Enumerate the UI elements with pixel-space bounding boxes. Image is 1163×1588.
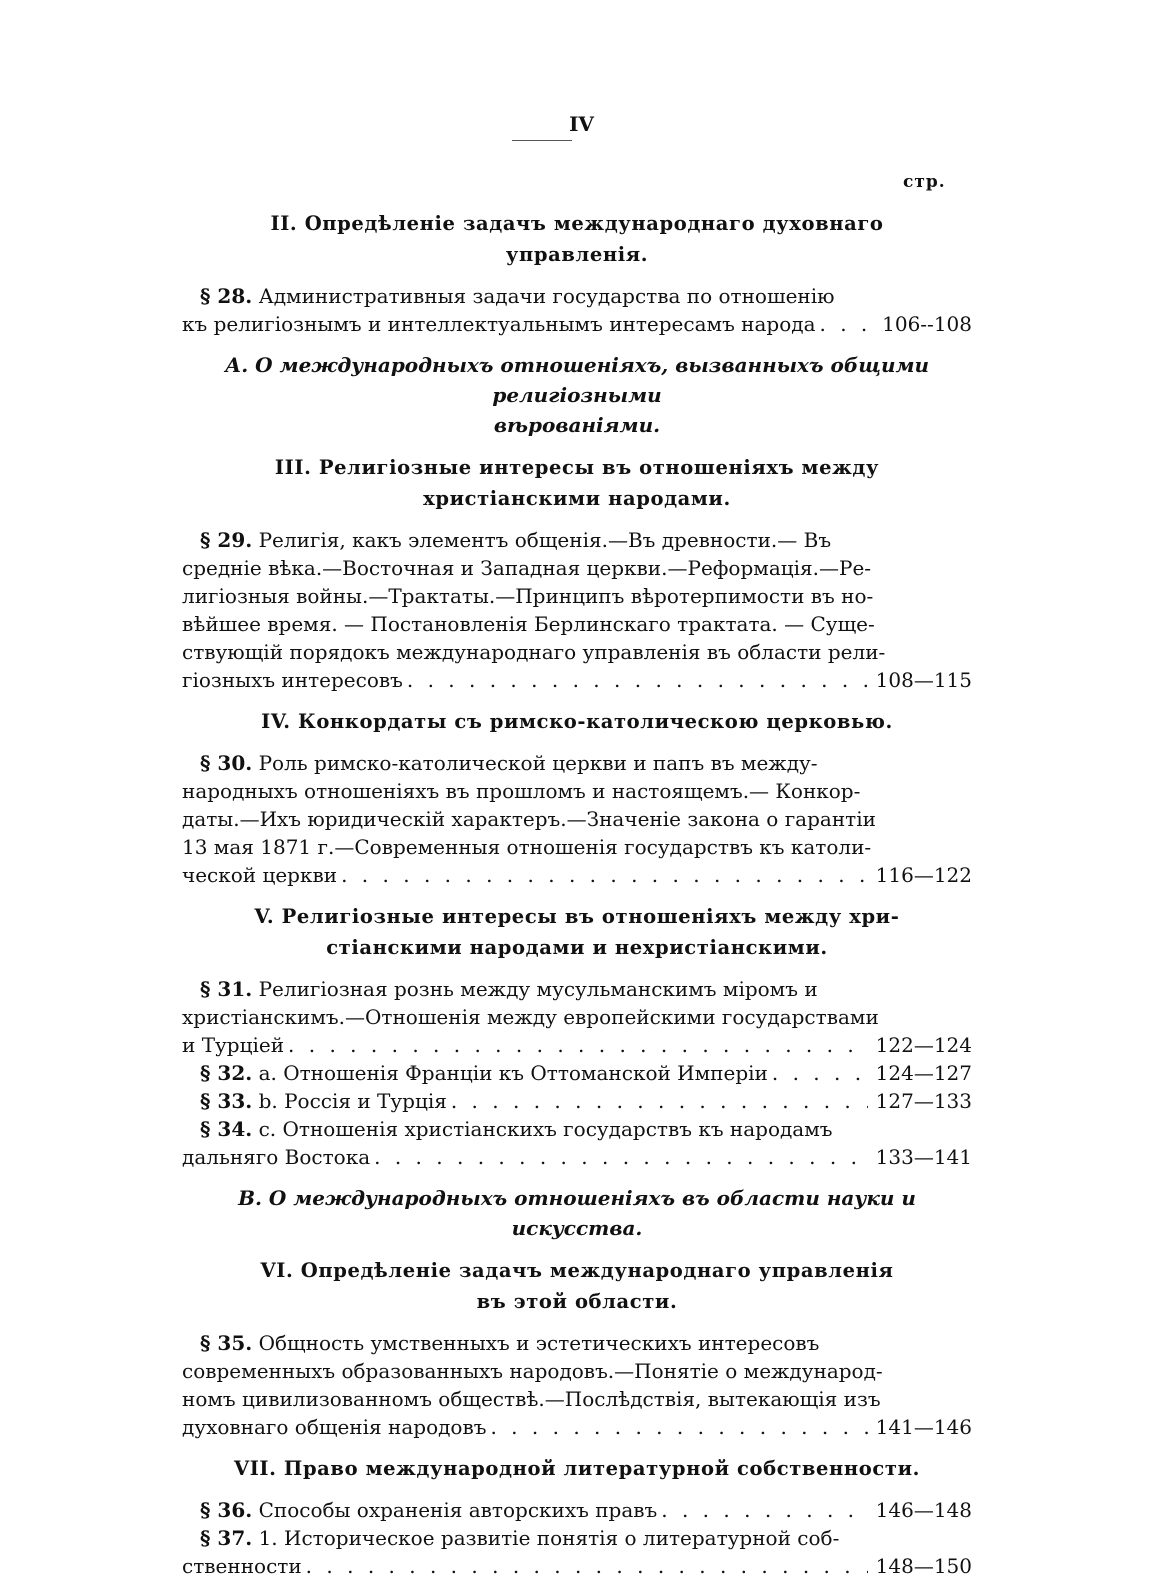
entry-text: ствующій порядокъ международнаго управленія въ области рели- <box>182 640 886 664</box>
entry-leader-line <box>182 666 972 694</box>
section-heading <box>182 706 972 737</box>
entry-line <box>182 638 972 666</box>
section-number: § 30. <box>200 751 253 775</box>
entry-line <box>182 833 972 861</box>
toc-entry <box>182 749 972 889</box>
entry-line <box>182 554 972 582</box>
heading-line: V. Религіозные интересы въ отношеніяхъ между хри- <box>254 905 900 928</box>
toc-entry <box>182 1115 972 1171</box>
entry-line <box>182 526 972 554</box>
section-subtitle <box>182 1183 972 1243</box>
heading-line: III. Религіозные интересы въ отношеніяхъ между <box>274 456 880 479</box>
entry-last-line <box>182 1031 284 1059</box>
heading-line: въ этой области. <box>476 1290 678 1313</box>
entry-last-line <box>182 1143 370 1171</box>
entry-text: номъ цивилизованномъ обществѣ.—Послѣдствія, вытекающія изъ <box>182 1387 881 1411</box>
heading-line: IV. Конкордаты съ римско-католическою церковью. <box>261 710 893 733</box>
entry-text: лигіозныя войны.—Трактаты.—Принципъ вѣротерпимости въ но- <box>182 584 874 608</box>
entry-line <box>182 975 972 1003</box>
entry-text: а. Отношенія Франціи къ Оттоманской Имперіи <box>258 1061 768 1085</box>
page-range: 133—141 <box>875 1145 972 1169</box>
entry-last-line <box>182 310 816 338</box>
dot-leader <box>661 1496 868 1524</box>
entry-leader-line <box>182 1031 972 1059</box>
heading-line: VI. Опредѣленіе задачъ международнаго управленія <box>260 1259 894 1282</box>
entry-leader-line <box>182 1552 972 1580</box>
entry-line <box>182 582 972 610</box>
entry-text: b. Россія и Турція <box>258 1089 447 1113</box>
heading-line: II. Опредѣленіе задачъ международнаго духовнаго <box>270 212 884 235</box>
entry-leader-line <box>182 1496 972 1524</box>
entry-text: ственности <box>182 1554 302 1578</box>
entry-line <box>182 282 972 310</box>
section-number: § 37. <box>200 1526 253 1550</box>
page-number: IV <box>569 112 594 136</box>
toc-entry <box>182 1496 972 1524</box>
entry-line <box>182 610 972 638</box>
entry-text: средніе вѣка.—Восточная и Западная церкви.—Реформація.—Ре- <box>182 556 872 580</box>
entry-leader-line <box>182 310 972 338</box>
entry-text: ческой церкви <box>182 863 338 887</box>
heading-line: вѣрованіями. <box>493 413 661 437</box>
page-range: 141—146 <box>875 1415 972 1439</box>
entry-last-line <box>182 1552 302 1580</box>
heading-line: христіанскими народами. <box>423 487 731 510</box>
page-range: 146—148 <box>875 1498 972 1522</box>
page-range: 108—115 <box>875 668 972 692</box>
section-subtitle <box>182 350 972 440</box>
page-range: 124—127 <box>875 1061 972 1085</box>
entry-text: вѣйшее время. — Постановленія Берлинскаго трактата. — Суще- <box>182 612 875 636</box>
entry-text: Роль римско-католической церкви и папъ въ между- <box>258 751 818 775</box>
entry-leader-line <box>182 861 972 889</box>
entry-text: 13 мая 1871 г.—Современныя отношенія государствъ къ католи- <box>182 835 872 859</box>
entry-line <box>182 1385 972 1413</box>
toc-entry <box>182 975 972 1059</box>
page-column-label: стр. <box>903 172 946 192</box>
toc-entry <box>182 1059 972 1087</box>
entry-leader-line <box>182 1087 972 1115</box>
section-heading <box>182 901 972 963</box>
page-range: 116—122 <box>875 863 972 887</box>
dot-leader <box>374 1143 868 1171</box>
entry-line <box>182 1115 972 1143</box>
entry-leader-line <box>182 1059 972 1087</box>
entry-text: Способы охраненія авторскихъ правъ <box>258 1498 658 1522</box>
entry-text: 1. Историческое развитіе понятія о литературной соб- <box>258 1526 840 1550</box>
entry-text: гіозныхъ интересовъ <box>182 668 403 692</box>
dot-leader <box>341 861 868 889</box>
toc-entry <box>182 1329 972 1441</box>
section-number: § 35. <box>200 1331 253 1355</box>
section-heading <box>182 208 972 270</box>
dot-leader <box>288 1031 868 1059</box>
entry-text: дальняго Востока <box>182 1145 371 1169</box>
entry-last-line <box>182 1413 486 1441</box>
entry-text: Административныя задачи государства по отношенію <box>258 284 835 308</box>
dot-leader <box>820 310 869 338</box>
table-of-contents <box>182 196 972 1580</box>
entry-last-line <box>200 1087 447 1115</box>
entry-line <box>182 1357 972 1385</box>
heading-line: управленія. <box>505 243 649 266</box>
entry-line <box>182 1329 972 1357</box>
section-heading <box>182 1453 972 1484</box>
section-number: § 32. <box>200 1061 253 1085</box>
section-number: § 36. <box>200 1498 253 1522</box>
entry-text: и Турціей <box>182 1033 285 1057</box>
toc-entry <box>182 1524 972 1580</box>
entry-leader-line <box>182 1413 972 1441</box>
page-range: 106--108 <box>882 312 972 336</box>
entry-line <box>182 1003 972 1031</box>
entry-line <box>182 777 972 805</box>
dot-leader <box>451 1087 868 1115</box>
heading-line: В. О международныхъ отношеніяхъ въ области науки и искусства. <box>238 1186 916 1240</box>
toc-entry <box>182 282 972 338</box>
entry-line <box>182 749 972 777</box>
section-heading <box>182 452 972 514</box>
toc-entry <box>182 526 972 694</box>
section-number: § 29. <box>200 528 253 552</box>
toc-entry <box>182 1087 972 1115</box>
entry-text: народныхъ отношеніяхъ въ прошломъ и настоящемъ.— Конкор- <box>182 779 861 803</box>
entry-last-line <box>182 861 337 889</box>
entry-text: христіанскимъ.—Отношенія между европейскими государствами <box>182 1005 879 1029</box>
entry-text: даты.—Ихъ юридическій характеръ.—Значеніе закона о гарантіи <box>182 807 876 831</box>
entry-line <box>182 1524 972 1552</box>
entry-text: Религіозная рознь между мусульманскимъ міромъ и <box>258 977 818 1001</box>
entry-line <box>182 805 972 833</box>
section-number: § 28. <box>200 284 253 308</box>
dot-leader <box>772 1059 868 1087</box>
heading-line: стіанскими народами и нехристіанскими. <box>326 936 828 959</box>
page-number-rule <box>512 140 572 141</box>
heading-line: VII. Право международной литературной собственности. <box>233 1457 921 1480</box>
entry-leader-line <box>182 1143 972 1171</box>
dot-leader <box>407 666 868 694</box>
heading-line: А. О международныхъ отношеніяхъ, вызванныхъ общими религіозными <box>224 353 930 407</box>
entry-last-line <box>200 1059 768 1087</box>
entry-text: Религія, какъ элементъ общенія.—Въ древности.— Въ <box>258 528 832 552</box>
entry-text: современныхъ образованныхъ народовъ.—Понятіе о международ- <box>182 1359 883 1383</box>
section-number: § 31. <box>200 977 253 1001</box>
dot-leader <box>490 1413 868 1441</box>
section-heading <box>182 1255 972 1317</box>
page-range: 122—124 <box>875 1033 972 1057</box>
entry-last-line <box>182 666 403 694</box>
section-number: § 34. <box>200 1117 253 1141</box>
section-number: § 33. <box>200 1089 253 1113</box>
page-range: 127—133 <box>875 1089 972 1113</box>
entry-text: духовнаго общенія народовъ <box>182 1415 487 1439</box>
entry-last-line <box>200 1496 657 1524</box>
entry-text: с. Отношенія христіанскихъ государствъ къ народамъ <box>258 1117 833 1141</box>
dot-leader <box>306 1552 868 1580</box>
page-range: 148—150 <box>875 1554 972 1578</box>
entry-text: къ религіознымъ и интеллектуальнымъ интересамъ народа <box>182 312 816 336</box>
entry-text: Общность умственныхъ и эстетическихъ интересовъ <box>258 1331 820 1355</box>
